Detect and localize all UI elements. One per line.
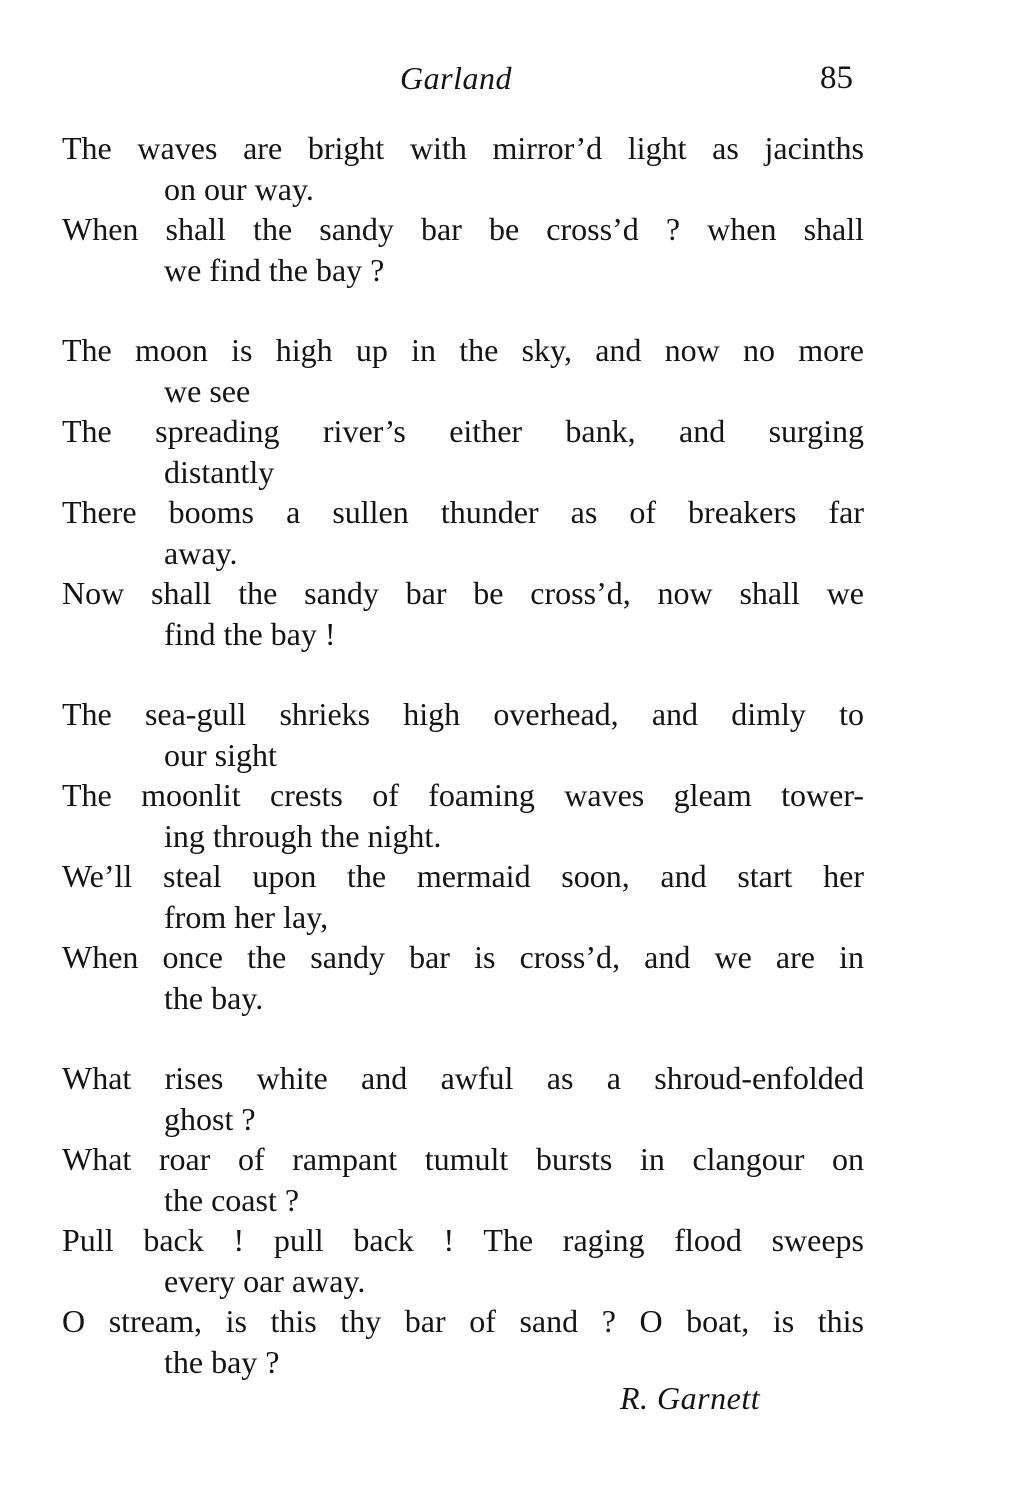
- page-number: 85: [820, 60, 853, 96]
- verse-line: [62, 1058, 864, 1139]
- verse-line-continuation: distantly: [164, 453, 275, 490]
- verse-line: [62, 128, 864, 209]
- verse-line-continuation: the coast ?: [164, 1181, 300, 1218]
- stanza: [62, 694, 864, 1018]
- verse-line-text: The spreading river’s either bank, and surging: [62, 413, 864, 449]
- verse-line-text: The moon is high up in the sky, and now no more: [62, 332, 864, 368]
- verse-line-continuation: from her lay,: [164, 898, 329, 935]
- verse-line: [62, 775, 864, 856]
- verse-line-continuation: the bay.: [164, 979, 264, 1016]
- verse-line: [62, 209, 864, 290]
- verse-line-text: When shall the sandy bar be cross’d ? when shall: [62, 211, 864, 247]
- verse-line: [62, 573, 864, 654]
- verse-line-text: The sea-gull shrieks high overhead, and dimly to: [62, 696, 864, 732]
- verse-line: [62, 1139, 864, 1220]
- verse-line: [62, 694, 864, 775]
- verse-line: [62, 937, 864, 1018]
- verse-line-continuation: we see: [164, 372, 251, 409]
- verse-line-continuation: every oar away.: [164, 1262, 366, 1299]
- verse-line-text: We’ll steal upon the mermaid soon, and start her: [62, 858, 864, 894]
- verse-line: [62, 1301, 864, 1382]
- verse-line: [62, 330, 864, 411]
- stanza: [62, 1058, 864, 1382]
- verse-line-continuation: we find the bay ?: [164, 251, 385, 288]
- verse-line-text: What rises white and awful as a shroud-enfolded: [62, 1060, 864, 1096]
- verse-line-text: O stream, is this thy bar of sand ? O boat, is this: [62, 1303, 864, 1339]
- stanza: [62, 128, 864, 290]
- verse-line-continuation: our sight: [164, 736, 277, 773]
- verse-line-text: The waves are bright with mirror’d light as jacinths: [62, 130, 864, 166]
- verse-line-continuation: find the bay !: [164, 615, 336, 652]
- verse-line-continuation: on our way.: [164, 170, 314, 207]
- verse-line: [62, 492, 864, 573]
- verse-line-text: The moonlit crests of foaming waves gleam tower-: [62, 777, 864, 813]
- verse-line-text: What roar of rampant tumult bursts in clangour on: [62, 1141, 864, 1177]
- verse-line-text: There booms a sullen thunder as of breakers far: [62, 494, 864, 530]
- author-attribution: R. Garnett: [620, 1380, 761, 1416]
- verse-line: [62, 1220, 864, 1301]
- verse-line-continuation: away.: [164, 534, 238, 571]
- stanza: [62, 330, 864, 654]
- verse-line-continuation: ing through the night.: [164, 817, 442, 854]
- running-header-title: Garland: [400, 60, 512, 96]
- verse-line-continuation: ghost ?: [164, 1100, 256, 1137]
- poem: [62, 128, 864, 1422]
- verse-line-text: Now shall the sandy bar be cross’d, now shall we: [62, 575, 864, 611]
- verse-line: [62, 411, 864, 492]
- verse-line-text: When once the sandy bar is cross’d, and we are in: [62, 939, 864, 975]
- verse-line-text: Pull back ! pull back ! The raging flood sweeps: [62, 1222, 864, 1258]
- verse-line: [62, 856, 864, 937]
- verse-line-continuation: the bay ?: [164, 1343, 280, 1380]
